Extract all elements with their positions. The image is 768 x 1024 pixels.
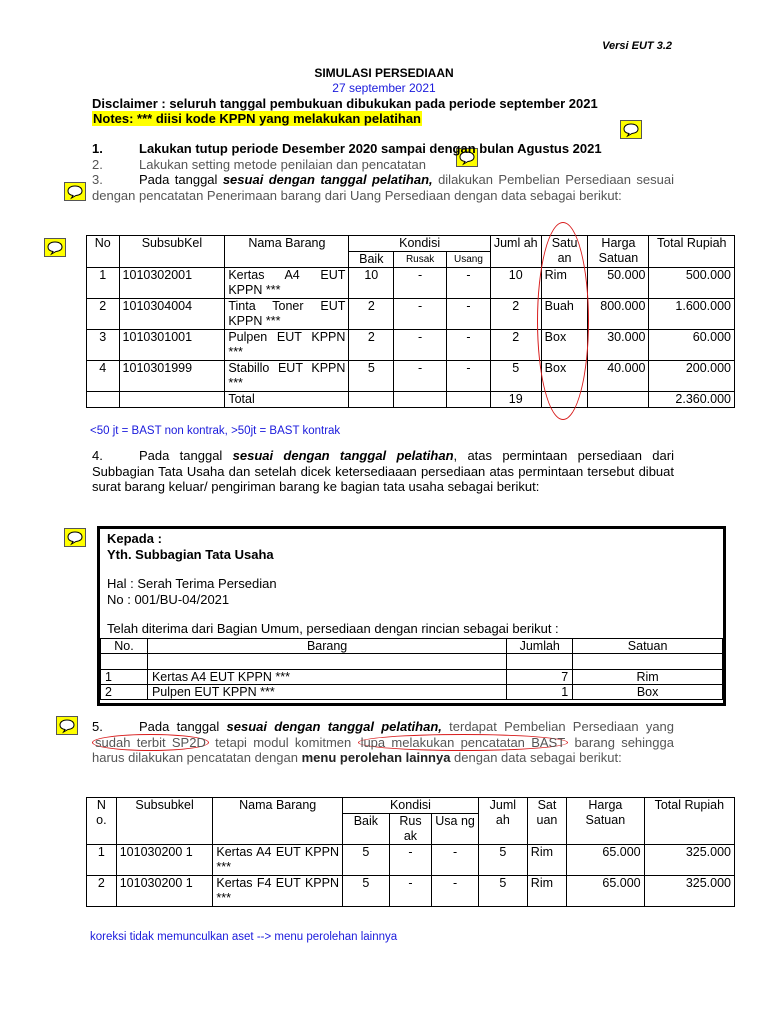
table-row [101, 670, 723, 685]
comment-note-icon[interactable] [64, 528, 86, 547]
step-text-mid: tetapi modul komitmen [208, 734, 358, 750]
cell-harga: 65.000 [567, 876, 645, 907]
step-text-post: dilakukan Pembelian Persediaan sesuai dengan pencatatan Penerimaan barang dari Uang Persediaan dengan data sebagai berikut: [92, 172, 674, 203]
cell-rusak: - [389, 876, 431, 907]
table-row [87, 268, 735, 299]
comment-note-icon[interactable] [44, 238, 66, 257]
cell-satuan: Box [573, 685, 723, 700]
cell-total: 200.000 [649, 361, 735, 392]
cell-no: 1 [87, 845, 117, 876]
cell-no: 3 [87, 330, 120, 361]
step-emphasis: sesuai dengan tanggal pelatihan, [226, 719, 442, 734]
cell-no: 1 [87, 268, 120, 299]
satuan-circle-annotation [537, 222, 589, 420]
cell-harga: 30.000 [588, 330, 649, 361]
cell-baik: 10 [349, 268, 394, 299]
step-number: 2. [92, 157, 103, 172]
document-title: SIMULASI PERSEDIAAN [314, 66, 454, 80]
bast-circle-annotation: lupa melakukan pencatatan BAST [358, 734, 569, 751]
table-row [87, 299, 735, 330]
cell-jumlah: 5 [478, 845, 527, 876]
cell-nama: Kertas A4 EUT KPPN *** [213, 845, 343, 876]
col-header-satuan: Satu an [541, 236, 588, 268]
cell-jumlah: 10 [490, 268, 541, 299]
cell-rusak: - [394, 268, 447, 299]
step-text-pre: Pada tanggal [139, 448, 233, 463]
comment-note-icon[interactable] [620, 120, 642, 139]
cell-jumlah: 1 [507, 685, 573, 700]
cell-no: 4 [87, 361, 120, 392]
letter-intro: Telah diterima dari Bagian Umum, persediaan dengan rincian sebagai berikut : [107, 621, 559, 636]
col-header-jumlah: Jumlah [507, 639, 573, 654]
cell-nama: Stabillo EUT KPPN *** [225, 361, 349, 392]
cell-jumlah: 2 [490, 299, 541, 330]
table-row [87, 845, 735, 876]
table-total-row [87, 392, 735, 408]
cell-nama: Pulpen EUT KPPN *** [225, 330, 349, 361]
purchase-table [86, 235, 735, 408]
bast-note: <50 jt = BAST non kontrak, >50jt = BAST kontrak [90, 425, 341, 437]
cell-total: 325.000 [644, 876, 734, 907]
col-header-no: No [87, 236, 120, 268]
handover-letter [97, 526, 726, 706]
step-text-post: , atas permintaan persediaan dari Subbagian Tata Usaha dan setelah dicek ketersediaaan persediaan atas permintaan tersebut dibuat surat barang keluar/ pengiriman barang ke bagian tata usaha sebagai berikut: [92, 448, 674, 494]
cell-barang: Pulpen EUT KPPN *** [147, 685, 506, 700]
step-4 [92, 448, 674, 495]
cell-kode: 1010301001 [119, 330, 225, 361]
col-header-satuan: Sat uan [527, 798, 566, 845]
comment-note-icon[interactable] [56, 716, 78, 735]
col-header-rusak: Rus ak [389, 814, 431, 845]
sp2d-circle-annotation: sudah terbit SP2D [92, 734, 209, 751]
cell-usang: - [447, 268, 491, 299]
cell-satuan: Rim [541, 268, 588, 299]
step-number: 1. [92, 141, 103, 156]
cell-rusak: - [394, 299, 447, 330]
cell-satuan: Rim [527, 876, 566, 907]
step-text: Lakukan setting metode penilaian dan pencatatan [139, 157, 426, 172]
step-text-pre: Pada tanggal [139, 719, 227, 734]
table-row [101, 685, 723, 700]
col-header-harga: Harga Satuan [588, 236, 649, 268]
cell-total: 325.000 [644, 845, 734, 876]
step-1 [92, 141, 674, 157]
cell-no: 1 [101, 670, 148, 685]
cell-satuan: Box [541, 330, 588, 361]
cell-usang: - [447, 330, 491, 361]
comment-note-icon[interactable] [64, 182, 86, 201]
step-2 [92, 157, 674, 173]
col-header-no: N o. [87, 798, 117, 845]
col-header-kondisi: Kondisi [349, 236, 490, 252]
step-3 [92, 172, 674, 203]
document-date: 27 september 2021 [332, 81, 436, 95]
step-text: Lakukan tutup periode Desember 2020 sampai dengan bulan Agustus 2021 [139, 141, 602, 156]
cell-usang: - [432, 845, 479, 876]
col-header-baik: Baik [342, 814, 389, 845]
cell-nama: Kertas A4 EUT KPPN *** [225, 268, 349, 299]
cell-no: 2 [87, 876, 117, 907]
cell-barang: Kertas A4 EUT KPPN *** [147, 670, 506, 685]
cell-jumlah: 5 [478, 876, 527, 907]
col-header-nama-barang: Nama Barang [213, 798, 343, 845]
notes-highlight: Notes: *** diisi kode KPPN yang melakukan pelatihan [93, 111, 421, 126]
cell-total: 500.000 [649, 268, 735, 299]
cell-harga: 40.000 [588, 361, 649, 392]
total-label: Total [225, 392, 349, 408]
col-header-no: No. [101, 639, 148, 654]
step-emphasis: sesuai dengan tanggal pelatihan [232, 448, 454, 463]
col-header-jumlah: Juml ah [478, 798, 527, 845]
cell-kode: 1010302001 [119, 268, 225, 299]
cell-satuan: Buah [541, 299, 588, 330]
total-rupiah: 2.360.000 [649, 392, 735, 408]
cell-rusak: - [394, 361, 447, 392]
step-emphasis: sesuai dengan tanggal pelatihan, [222, 172, 433, 187]
col-header-nama-barang: Nama Barang [225, 236, 349, 268]
step-number: 4. [92, 448, 103, 463]
cell-jumlah: 2 [490, 330, 541, 361]
cell-baik: 5 [349, 361, 394, 392]
col-header-jumlah: Juml ah [490, 236, 541, 268]
table-row [87, 330, 735, 361]
letter-table [100, 638, 723, 700]
total-jumlah: 19 [490, 392, 541, 408]
step-text-post: dengan data sebagai berikut: [450, 750, 622, 765]
cell-nama: Kertas F4 EUT KPPN *** [213, 876, 343, 907]
cell-harga: 65.000 [567, 845, 645, 876]
cell-usang: - [432, 876, 479, 907]
letter-number: No : 001/BU-04/2021 [107, 591, 230, 607]
step-bold-menu: menu perolehan lainnya [301, 750, 451, 765]
perolehan-table [86, 797, 735, 907]
step-text-pre: Pada tanggal [139, 172, 223, 187]
col-header-rusak: Rusak [394, 252, 447, 268]
table-row [87, 361, 735, 392]
step-number: 3. [92, 172, 103, 187]
cell-kode: 101030200 1 [116, 845, 213, 876]
cell-usang: - [447, 361, 491, 392]
cell-jumlah: 5 [490, 361, 541, 392]
col-header-total: Total Rupiah [644, 798, 734, 845]
col-header-usang: Usa ng [432, 814, 479, 845]
cell-total: 1.600.000 [649, 299, 735, 330]
col-header-satuan: Satuan [573, 639, 723, 654]
col-header-baik: Baik [349, 252, 394, 268]
letter-recipient: Yth. Subbagian Tata Usaha [107, 546, 274, 562]
cell-no: 2 [101, 685, 148, 700]
cell-satuan: Rim [573, 670, 723, 685]
cell-usang: - [447, 299, 491, 330]
table-row [87, 876, 735, 907]
cell-baik: 2 [349, 299, 394, 330]
version-label: Versi EUT 3.2 [602, 40, 672, 52]
letter-kepada: Kepada : [107, 531, 162, 546]
col-header-barang: Barang [147, 639, 506, 654]
cell-kode: 1010301999 [119, 361, 225, 392]
col-header-usang: Usang [447, 252, 491, 268]
col-header-kondisi: Kondisi [342, 798, 478, 814]
cell-satuan: Rim [527, 845, 566, 876]
step-number: 5. [92, 719, 103, 734]
cell-baik: 2 [349, 330, 394, 361]
cell-harga: 800.000 [588, 299, 649, 330]
cell-kode: 101030200 1 [116, 876, 213, 907]
correction-note: koreksi tidak memunculkan aset --> menu perolehan lainnya [90, 931, 398, 943]
disclaimer: Disclaimer : seluruh tanggal pembukuan dibukukan pada periode september 2021 [92, 96, 598, 111]
step-text-mid: barang sehingga harus dilakukan pencatatan dengan [92, 734, 674, 765]
cell-rusak: - [394, 330, 447, 361]
cell-rusak: - [389, 845, 431, 876]
cell-jumlah: 7 [507, 670, 573, 685]
col-header-subsubkel: SubsubKel [119, 236, 225, 268]
cell-harga: 50.000 [588, 268, 649, 299]
step-text-mid: terdapat Pembelian Persediaan yang [441, 719, 675, 734]
step-5 [92, 719, 674, 766]
letter-subject: Hal : Serah Terima Persedian [107, 576, 277, 591]
col-header-total: Total Rupiah [649, 236, 735, 268]
cell-no: 2 [87, 299, 120, 330]
cell-satuan: Box [541, 361, 588, 392]
col-header-harga: Harga Satuan [567, 798, 645, 845]
cell-total: 60.000 [649, 330, 735, 361]
cell-kode: 1010304004 [119, 299, 225, 330]
cell-baik: 5 [342, 845, 389, 876]
col-header-subsubkel: Subsubkel [116, 798, 213, 845]
cell-baik: 5 [342, 876, 389, 907]
cell-nama: Tinta Toner EUT KPPN *** [225, 299, 349, 330]
